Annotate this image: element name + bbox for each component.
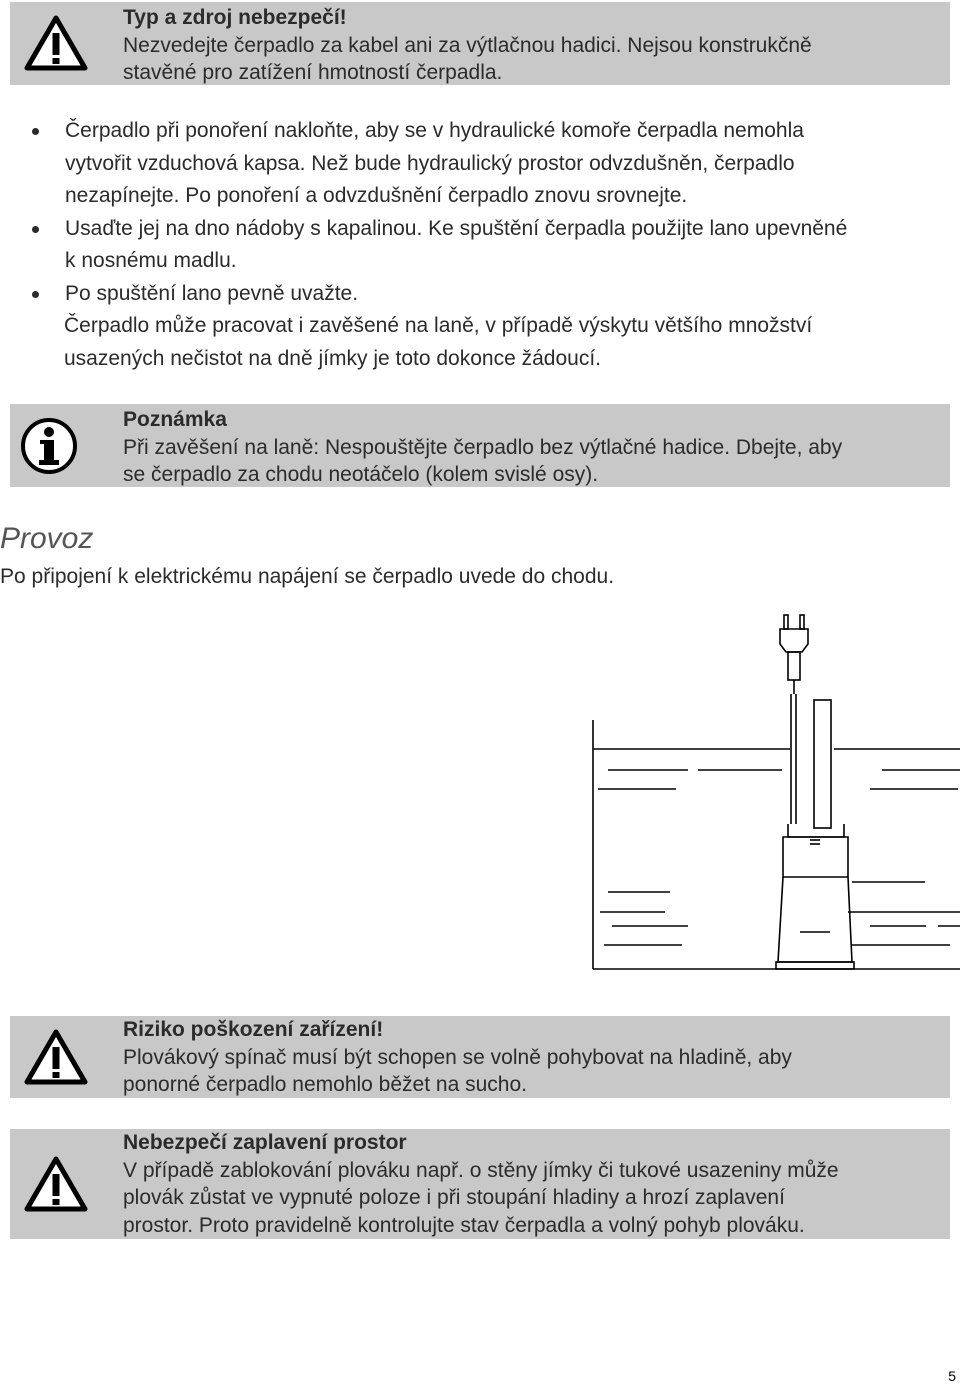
warning-box-flooding bbox=[10, 1129, 950, 1239]
box-text-line: stavěné pro zatížení hmotností čerpadla. bbox=[123, 61, 503, 84]
section-heading: Provoz bbox=[0, 522, 94, 555]
bullet-dot bbox=[32, 291, 39, 298]
list-item-line: Čerpadlo při ponoření nakloňte, aby se v hydraulické komoře čerpadla nemohla bbox=[65, 119, 804, 142]
note-box bbox=[10, 404, 950, 487]
box-text-line: V případě zablokování plováku např. o stěny jímky či tukové usazeniny může bbox=[123, 1158, 839, 1182]
submersible-pump-in-water-illustration bbox=[590, 612, 960, 977]
warning-box-hazard bbox=[10, 2, 950, 85]
list-item-line: vytvořit vzduchová kapsa. Než bude hydraulický prostor odvzdušněn, čerpadlo bbox=[65, 151, 795, 175]
list-item-line: Usaďte jej na dno nádoby s kapalinou. Ke spuštění čerpadla použijte lano upevněné bbox=[65, 216, 848, 240]
list-item bbox=[28, 213, 958, 278]
list-item-line: k nosnému madlu. bbox=[65, 249, 237, 272]
box-title: Poznámka bbox=[123, 408, 227, 431]
list-item bbox=[28, 278, 958, 311]
box-text-line: Plovákový spínač musí být schopen se volně pohybovat na hladině, aby bbox=[123, 1045, 792, 1069]
box-title: Riziko poškození zařízení! bbox=[123, 1018, 384, 1041]
page-number: 5 bbox=[948, 1368, 956, 1384]
paragraph-line: Čerpadlo může pracovat i zavěšené na laně, v případě výskytu většího množství bbox=[64, 314, 813, 337]
bullet-dot bbox=[32, 128, 39, 135]
box-text-line: plovák zůstat ve vypnuté poloze i při stoupání hladiny a hrozí zaplavení bbox=[123, 1186, 785, 1209]
paragraph bbox=[64, 310, 812, 375]
warning-box-device-damage bbox=[10, 1016, 950, 1098]
box-text-line: prostor. Proto pravidelně kontrolujte stav čerpadla a volný pohyb plováku. bbox=[123, 1213, 805, 1237]
warning-triangle-icon bbox=[24, 1155, 88, 1213]
list-item-line: nezapínejte. Po ponoření a odvzdušnění čerpadlo znovu srovnejte. bbox=[65, 184, 688, 207]
bullet-list bbox=[28, 115, 958, 310]
box-text-line: Nezvedejte čerpadlo za kabel ani za výtlačnou hadici. Nejsou konstrukčně bbox=[123, 33, 812, 57]
box-title: Typ a zdroj nebezpečí! bbox=[123, 6, 347, 29]
info-icon bbox=[20, 417, 78, 475]
box-text-line: ponorné čerpadlo nemohlo běžet na sucho. bbox=[123, 1073, 527, 1096]
warning-triangle-icon bbox=[24, 1028, 88, 1086]
box-title: Nebezpečí zaplavení prostor bbox=[123, 1131, 407, 1154]
box-text-line: se čerpadlo za chodu neotáčelo (kolem svislé osy). bbox=[123, 463, 599, 486]
list-item-line: Po spuštění lano pevně uvažte. bbox=[65, 281, 359, 305]
warning-triangle-icon bbox=[24, 14, 88, 72]
bullet-dot bbox=[32, 226, 39, 233]
list-item bbox=[28, 115, 958, 213]
box-text-line: Při zavěšení na laně: Nespouštějte čerpadlo bez výtlačné hadice. Dbejte, aby bbox=[123, 435, 843, 459]
section-intro: Po připojení k elektrickému napájení se čerpadlo uvede do chodu. bbox=[0, 565, 615, 588]
paragraph-line: usazených nečistot na dně jímky je toto dokonce žádoucí. bbox=[64, 346, 601, 370]
